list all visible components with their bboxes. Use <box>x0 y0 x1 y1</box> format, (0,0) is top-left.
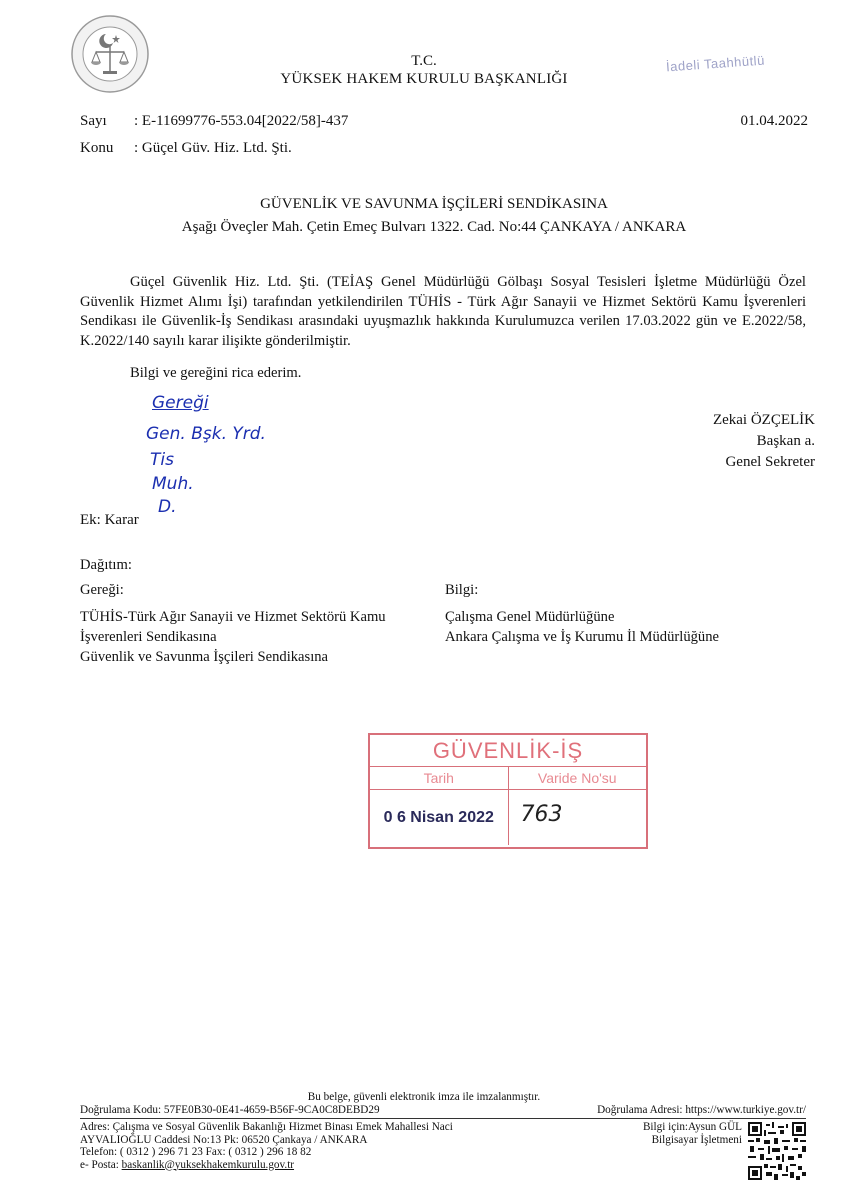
konu-label: Konu <box>80 140 114 156</box>
stamp-org: GÜVENLİK-İŞ <box>370 735 646 767</box>
distribution-left-header: Gereği: <box>80 582 124 598</box>
info-person: Bilgi için:Aysun GÜL <box>642 1121 742 1133</box>
stamp-number: 763 <box>520 802 563 827</box>
email-line: e- Posta: baskanlik@yuksekhakemkurulu.gov.tr <box>80 1158 295 1171</box>
sayi-row <box>80 113 348 130</box>
recipient-name: GÜVENLİK VE SAVUNMA İŞÇİLERİ SENDİKASINA <box>260 196 608 212</box>
distribution-item: TÜHİS-Türk Ağır Sanayii ve Hizmet Sektörü Kamu <box>80 609 386 625</box>
handwritten-note-5: D. <box>158 497 177 517</box>
stamp-date-header: Tarih <box>370 767 509 789</box>
header-tc: T.C. <box>411 53 437 69</box>
qr-code-icon <box>748 1122 806 1180</box>
handwritten-note-4: Muh. <box>152 474 194 494</box>
signatory-block <box>690 410 815 473</box>
handwritten-note-2: Gen. Bşk. Yrd. <box>146 424 266 444</box>
distribution-title: Dağıtım: <box>80 557 132 573</box>
stamp-date: 0 6 Nisan 2022 <box>370 790 509 845</box>
distribution-item: Güvenlik ve Savunma İşçileri Sendikasına <box>80 649 329 665</box>
attachment-line: Ek: Karar <box>80 512 139 528</box>
document-date: 01.04.2022 <box>740 113 808 129</box>
verify-code: Doğrulama Kodu: 57FE0B30-0E41-4659-B56F-9CA0C8DEBD29 <box>80 1104 380 1116</box>
signatory-name: Zekai ÖZÇELİK <box>712 412 815 428</box>
distribution-right-header: Bilgi: <box>445 582 479 598</box>
email-link[interactable]: baskanlik@yuksekhakemkurulu.gov.tr <box>121 1158 295 1171</box>
konu-row <box>80 140 292 157</box>
distribution-right-list <box>445 607 719 647</box>
received-stamp <box>368 733 648 849</box>
stamp-number-header: Varide No'su <box>537 770 617 786</box>
recipient-address: Aşağı Öveçler Mah. Çetin Emeç Bulvarı 1322. Cad. No:44 ÇANKAYA / ANKARA <box>181 219 687 235</box>
verify-address: Doğrulama Adresi: https://www.turkiye.gov.tr/ <box>597 1104 806 1116</box>
registered-mail-stamp: İadeli Taahhütlü <box>665 52 766 75</box>
esign-note: Bu belge, güvenli elektronik imza ile imzalanmıştır. <box>307 1091 541 1103</box>
phone-line: Telefon: ( 0312 ) 296 71 23 Fax: ( 0312 ) 296 18 82 <box>80 1146 312 1158</box>
contact-info <box>643 1121 742 1146</box>
distribution-left-list <box>80 607 386 667</box>
sayi-label: Sayı <box>80 113 107 129</box>
address-line-1: Adres: Çalışma ve Sosyal Güvenlik Bakanlığı Hizmet Binası Emek Mahallesi Naci <box>80 1121 453 1133</box>
distribution-item: Çalışma Genel Müdürlüğüne <box>445 609 615 625</box>
info-title: Bilgisayar İşletmeni <box>651 1133 742 1146</box>
distribution-item: İşverenleri Sendikasına <box>80 629 217 645</box>
sayi-value: : E-11699776-553.04[2022/58]-437 <box>134 113 349 129</box>
address-line-2: AYVALIOĞLU Caddesi No:13 Pk: 06520 Çankaya / ANKARA <box>80 1133 368 1146</box>
body-paragraph: Güçel Güvenlik Hiz. Ltd. Şti. (TEİAŞ Genel Müdürlüğü Gölbaşı Sosyal Tesisleri İşletme Müdürlüğü Özel Güvenlik Hizmet Alımı İşi) tarafından yetkilendirilen TÜHİS - Türk Ağır Sanayii ve Hizmet Sektörü Kamu İşverenleri Sendikası ile Güvenlik-İş Sendikası arasındaki uyuşmazlık hakkında Kurulumuzca verilen 17.03.2022 gün ve E.2022/58, K.2022/140 sayılı karar ilişikte gönderilmiştir. <box>80 274 806 349</box>
handwritten-note-3: Tis <box>150 450 174 470</box>
closing-line: Bilgi ve gereğini rica ederim. <box>130 365 302 381</box>
signatory-title-2: Genel Sekreter <box>725 454 815 470</box>
footer-address <box>80 1121 453 1171</box>
distribution-item: Ankara Çalışma ve İş Kurumu İl Müdürlüğüne <box>445 629 719 645</box>
header-institution: YÜKSEK HAKEM KURULU BAŞKANLIĞI <box>280 71 568 87</box>
konu-value: : Güçel Güv. Hiz. Ltd. Şti. <box>134 140 292 156</box>
signatory-title-1: Başkan a. <box>756 433 815 449</box>
handwritten-note-1: Gereği <box>152 393 209 413</box>
footer-divider <box>80 1118 806 1119</box>
